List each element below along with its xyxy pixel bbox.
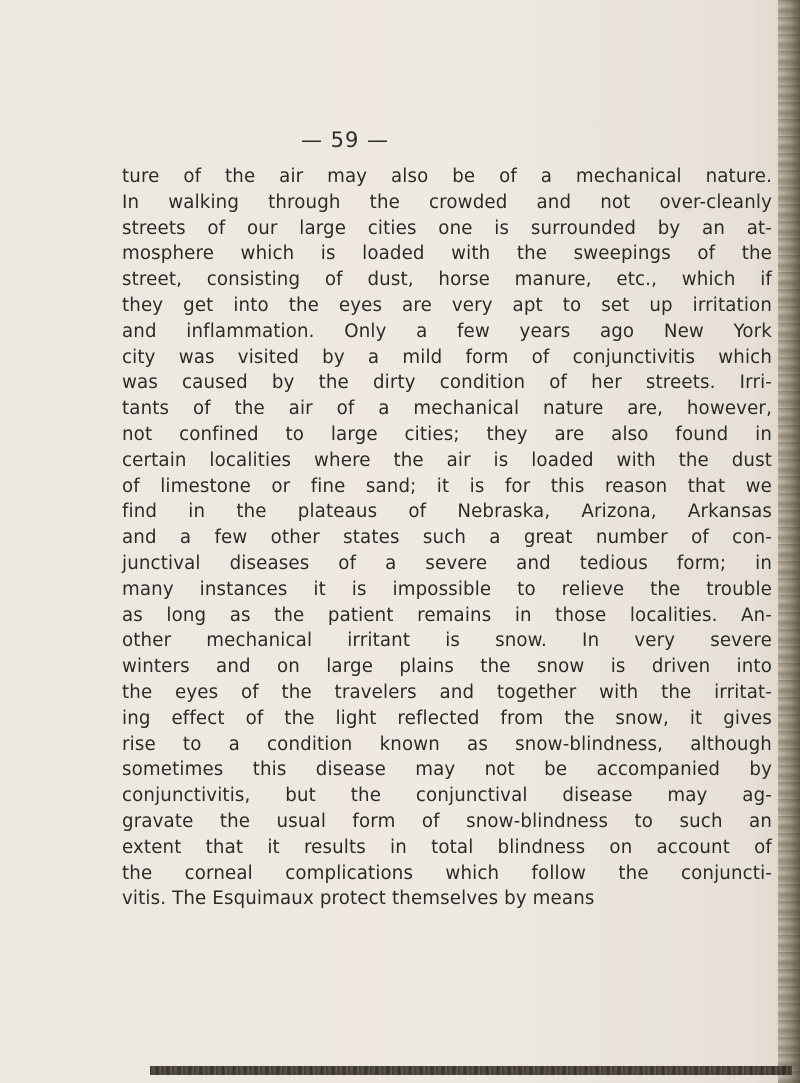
text-line: mosphere which is loaded with the sweepings of the xyxy=(122,243,772,265)
text-line: and inflammation. Only a few years ago New York xyxy=(122,320,772,342)
body-text xyxy=(122,164,772,912)
page-number: — 59 — xyxy=(300,128,390,152)
text-line: ing effect of the light reflected from the snow, it gives xyxy=(122,707,772,729)
text-line: extent that it results in total blindness on account of xyxy=(122,836,772,858)
text-line: was caused by the dirty condition of her streets. Irri- xyxy=(122,372,772,394)
text-line: tants of the air of a mechanical nature are, however, xyxy=(122,398,772,420)
text-line: and a few other states such a great number of con- xyxy=(122,527,772,549)
page-binding-edge xyxy=(778,0,800,1083)
text-line: not confined to large cities; they are also found in xyxy=(122,423,772,445)
text-line: conjunctivitis, but the conjunctival disease may ag- xyxy=(122,785,772,807)
text-line: other mechanical irritant is snow. In very severe xyxy=(122,630,772,652)
text-line: gravate the usual form of snow-blindness to such an xyxy=(122,810,772,832)
text-line: street, consisting of dust, horse manure, etc., which if xyxy=(122,269,772,291)
text-line: rise to a condition known as snow-blindness, although xyxy=(122,733,772,755)
text-line: city was visited by a mild form of conjunctivitis which xyxy=(122,346,772,368)
text-line: ture of the air may also be of a mechanical nature. xyxy=(122,166,772,187)
text-line: of limestone or fine sand; it is for this reason that we xyxy=(122,475,772,497)
text-line: find in the plateaus of Nebraska, Arizona, Arkansas xyxy=(122,501,772,523)
text-line: the eyes of the travelers and together with the irritat- xyxy=(122,681,772,703)
text-line: junctival diseases of a severe and tedious form; in xyxy=(122,552,772,574)
text-line: as long as the patient remains in those localities. An- xyxy=(122,604,772,626)
text-line: vitis. The Esquimaux protect themselves by means xyxy=(122,888,595,910)
text-line: many instances it is impossible to relieve the trouble xyxy=(122,578,772,600)
text-line: the corneal complications which follow the conjuncti- xyxy=(122,862,772,884)
text-line: streets of our large cities one is surrounded by an at- xyxy=(122,217,772,239)
text-line: In walking through the crowded and not over-cleanly xyxy=(122,191,772,213)
text-line: certain localities where the air is loaded with the dust xyxy=(122,449,772,471)
text-line: winters and on large plains the snow is driven into xyxy=(122,656,772,678)
text-line: sometimes this disease may not be accompanied by xyxy=(122,759,772,781)
page-bottom-edge xyxy=(150,1066,792,1075)
text-line: they get into the eyes are very apt to set up irritation xyxy=(122,294,772,316)
